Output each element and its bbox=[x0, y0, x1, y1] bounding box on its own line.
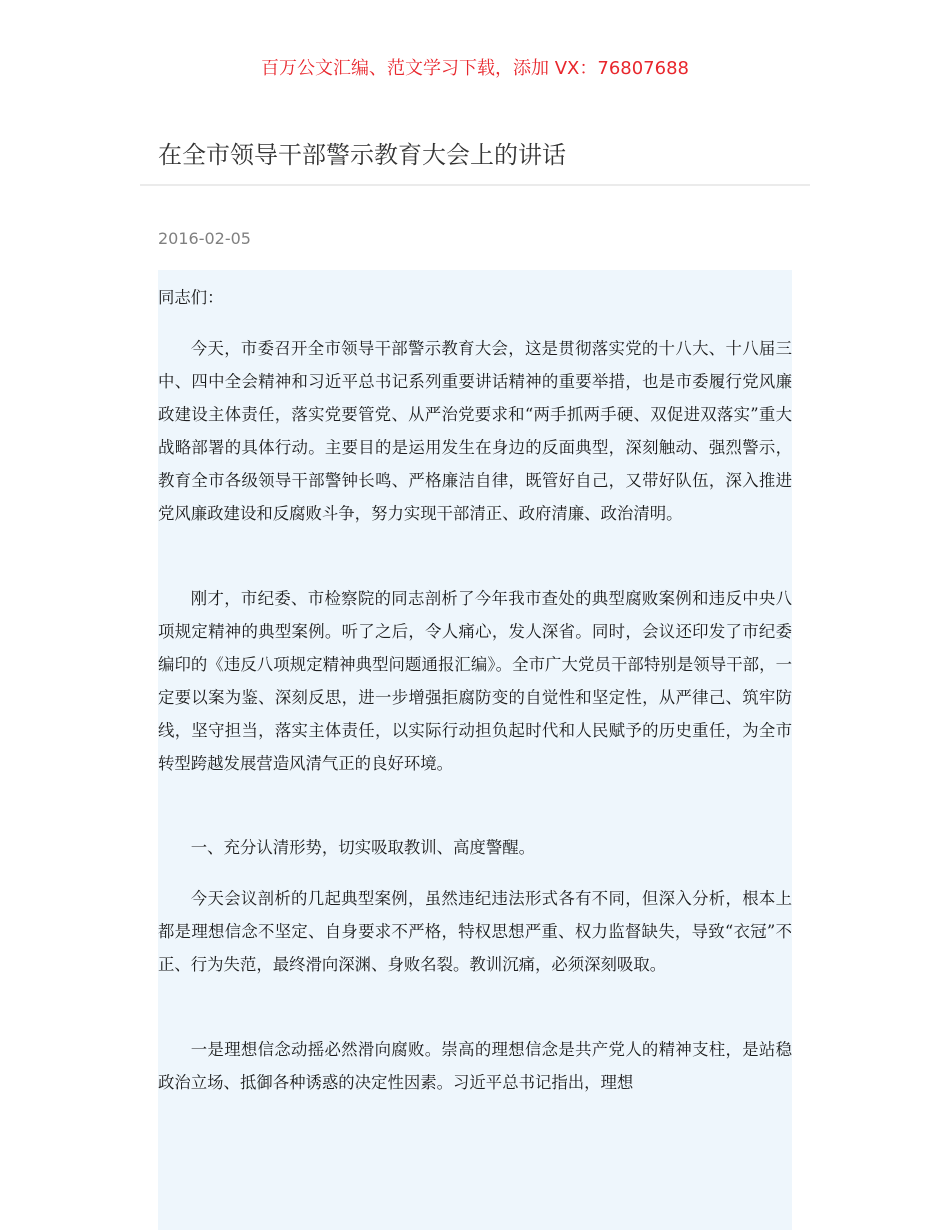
article-title: 在全市领导干部警示教育大会上的讲话 bbox=[158, 141, 566, 169]
title-divider bbox=[140, 184, 810, 186]
section-heading: 一、充分认清形势，切实吸取教训、高度警醒。 bbox=[190, 838, 535, 857]
publish-date: 2016-02-05 bbox=[158, 229, 251, 248]
body-paragraph: 今天，市委召开全市领导干部警示教育大会，这是贯彻落实党的十八大、十八届三中、四中全会精神和习近平总书记系列重要讲话精神的重要举措，也是市委履行党风廉政建设主体责任，落实党要管党、从严治党要求和“两手抓两手硬、双促进双落实”重大战略部署的具体行动。主要目的是运用发生在身边的反面典型，深刻触动、强烈警示，教育全市各级领导干部警钟长鸣、严格廉洁自律，既管好自己，又带好队伍，深入推进党风廉政建设和反腐败斗争，努力实现干部清正、政府清廉、政治清明。 bbox=[158, 339, 792, 523]
body-paragraph: 刚才，市纪委、市检察院的同志剖析了今年我市查处的典型腐败案例和违反中央八项规定精神的典型案例。听了之后，令人痛心，发人深省。同时，会议还印发了市纪委编印的《违反八项规定精神典型问题通报汇编》。全市广大党员干部特别是领导干部，一定要以案为鉴、深刻反思，进一步增强拒腐防变的自觉性和坚定性，从严律己、筑牢防线，坚守担当，落实主体责任，以实际行动担负起时代和人民赋予的历史重任，为全市转型跨越发展营造风清气正的良好环境。 bbox=[158, 589, 792, 773]
promo-banner: 百万公文汇编、范文学习下载，添加 VX：76807688 bbox=[261, 58, 689, 79]
body-paragraph: 今天会议剖析的几起典型案例，虽然违纪违法形式各有不同，但深入分析，根本上都是理想信念不坚定、自身要求不严格，特权思想严重、权力监督缺失，导致“衣冠”不正、行为失范，最终滑向深渊、身败名裂。教训沉痛，必须深刻吸取。 bbox=[158, 889, 792, 974]
salutation-paragraph: 同志们： bbox=[158, 288, 224, 307]
article-body bbox=[158, 270, 792, 1230]
body-paragraph: 一是理想信念动摇必然滑向腐败。崇高的理想信念是共产党人的精神支柱，是站稳政治立场、抵御各种诱惑的决定性因素。习近平总书记指出，理想 bbox=[158, 1040, 792, 1092]
